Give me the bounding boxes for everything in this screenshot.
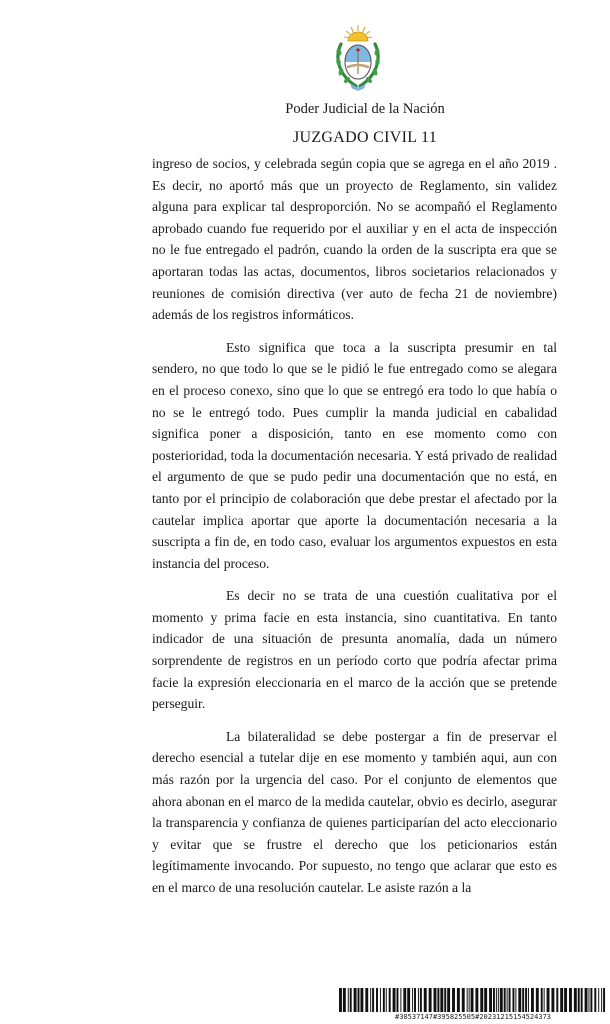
barcode-bar [358, 988, 360, 1012]
barcode-bar [418, 988, 419, 1012]
barcode-bar [380, 988, 381, 1012]
barcode-bar [447, 988, 450, 1012]
argentine-coat-of-arms-icon [331, 22, 385, 92]
barcode-bar [588, 988, 589, 1012]
barcode-bar [598, 988, 599, 1012]
barcode-bar [547, 988, 550, 1012]
court-name: Poder Judicial de la Nación [285, 101, 445, 117]
barcode-bar [444, 988, 446, 1012]
barcode-bar [531, 988, 534, 1012]
barcode-bar [556, 988, 558, 1012]
barcode-bar [397, 988, 399, 1012]
barcode-bar [400, 988, 401, 1012]
barcode-number: #38537147#395825505#20231215154524373 [395, 1013, 551, 1021]
barcode-bar [498, 988, 499, 1012]
document-body [152, 153, 557, 910]
barcode-bar [354, 988, 357, 1012]
barcode-bar [389, 988, 391, 1012]
barcode-bar [574, 988, 577, 1012]
barcode-bar [601, 988, 602, 1012]
barcode-bar [412, 988, 413, 1012]
barcode-bar [475, 988, 478, 1012]
barcode [339, 988, 607, 1022]
paragraph: La bilateralidad se debe postergar a fin de preservar el derecho esencial a tutelar dije en ese momento y también aqui, aun con más razón por la urgencia del caso. Por el conjunto de elementos que ahora abonan en el marco de la medida cautelar, obvio es decirlo, asegurar la transparencia y confianza de quienes participarían del acto eleccionario y evitar que se frustre el derecho que los peticionarios están legítimamente invocando. Por supuesto, no tengo que aclarar que esto es en el marco de una resolución cautelar. Le asiste razón a la [152, 728, 557, 895]
barcode-bar [424, 988, 427, 1012]
barcode-bar [496, 988, 497, 1012]
barcode-bar [544, 988, 545, 1012]
barcode-bar [500, 988, 503, 1012]
barcode-bar [365, 988, 368, 1012]
barcode-bar [507, 988, 508, 1012]
barcode-bar [489, 988, 492, 1012]
barcode-bar [360, 988, 363, 1012]
barcode-icon [339, 988, 607, 1012]
barcode-bar [525, 988, 527, 1012]
barcode-bar [512, 988, 514, 1012]
paragraph: ingreso de socios, y celebrada según copia que se agrega en el año 2019 . Es decir, no aportó más que un proyecto de Reglamento, sin validez alguna para explicar tal desproporción. No se acompañó el Reglamento aprobado cuando fue requerido por el auxiliar y en el acta de inspección no le fue entregado el padrón, cuando la orden de la suscripta era que se aportaran todas las actas, documentos, libros societarios relacionados y reuniones de comisión directiva (ver auto de fecha 21 de noviembre) además de los registros informáticos. [152, 156, 557, 323]
barcode-bar [536, 988, 539, 1012]
barcode-bar [484, 988, 487, 1012]
barcode-bar [569, 988, 572, 1012]
barcode-bar [603, 988, 605, 1012]
barcode-bar [515, 988, 516, 1012]
barcode-bar [420, 988, 422, 1012]
barcode-bar [504, 988, 506, 1012]
barcode-bar [493, 988, 495, 1012]
barcode-bar [440, 988, 443, 1012]
barcode-bar [541, 988, 543, 1012]
barcode-bar [581, 988, 583, 1012]
barcode-bar [480, 988, 483, 1012]
barcode-bar [471, 988, 474, 1012]
paragraph: Esto significa que toca a la suscripta presumir en tal sendero, no que todo lo que se le pidió le fue entregado como se alegara en el proceso conexo, sino que lo que se entregó era todo lo que había o no se le entregó todo. Pues cumplir la manda judicial en cabalidad significa poner a disposición, tanto en ese momento como con posterioridad, toda la documentación necesaria. Y está privado de realidad el argumento de que se pudo pedir una documentación que no está, en tanto por el principio de colaboración que debe prestar el afectado por la cautelar implica aportar que aporte la documentación necesaria a la suscripta a fin de, en todo caso, evaluar los argumentos expuestos en esta instancia del proceso. [152, 339, 557, 571]
barcode-bar [393, 988, 396, 1012]
barcode-bar [522, 988, 524, 1012]
barcode-bar [434, 988, 437, 1012]
barcode-bar [509, 988, 511, 1012]
paragraph: Es decir no se trata de una cuestión cualitativa por el momento y prima facie en esta instancia, sino cuantitativa. En tanto indicador de una situación de presunta anomalía, dada un número sorprendente de registros en un período corto que podría afectar prima facie la expresión eleccionaria en el marco de la acción que se pretende perseguir. [152, 588, 557, 712]
barcode-bar [462, 988, 465, 1012]
barcode-bar [518, 988, 521, 1012]
barcode-bar [452, 988, 455, 1012]
barcode-bar [429, 988, 432, 1012]
barcode-bar [578, 988, 580, 1012]
barcode-bar [467, 988, 468, 1012]
barcode-bar [560, 988, 563, 1012]
barcode-bar [403, 988, 406, 1012]
barcode-bar [348, 988, 349, 1012]
barcode-bar [383, 988, 385, 1012]
barcode-bar [376, 988, 378, 1012]
barcode-bar [370, 988, 371, 1012]
court-unit: JUZGADO CIVIL 11 [292, 129, 438, 146]
barcode-bar [343, 988, 346, 1012]
barcode-bar [414, 988, 416, 1012]
barcode-bar [407, 988, 410, 1012]
barcode-bar [528, 988, 529, 1012]
barcode-bar [350, 988, 352, 1012]
barcode-bar [457, 988, 460, 1012]
barcode-bar [372, 988, 374, 1012]
barcode-bar [564, 988, 567, 1012]
barcode-bar [469, 988, 470, 1012]
barcode-bar [594, 988, 596, 1012]
barcode-bar [590, 988, 592, 1012]
barcode-bar [437, 988, 439, 1012]
barcode-bar [339, 988, 342, 1012]
barcode-bar [386, 988, 387, 1012]
barcode-bar [585, 988, 588, 1012]
barcode-bar [551, 988, 554, 1012]
